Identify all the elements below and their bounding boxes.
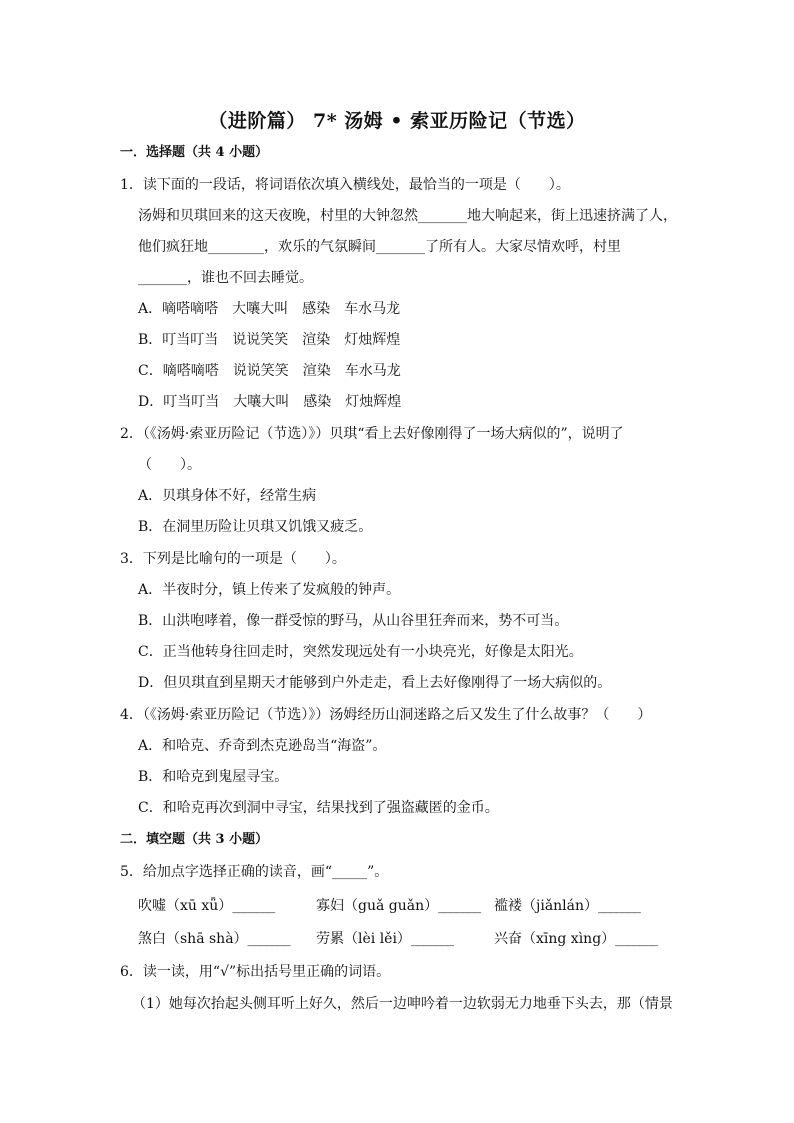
answer-blank[interactable]: _______ xyxy=(598,898,641,914)
question-3-stem: 3．下列是比喻句的一项是（ ）。 xyxy=(120,551,346,567)
question-1-stem: 1．读下面的一段话，将词语依次填入横线处，最恰当的一项是（ ）。 xyxy=(120,177,570,193)
question-2-stem: 2．（《汤姆·索亚历险记（节选）》）贝琪“看上去好像刚得了一场大病似的”，说明了 xyxy=(120,426,624,442)
pinyin-item xyxy=(138,896,274,916)
question-5-stem: 5．给加点字选择正确的读音，画“_____”。 xyxy=(120,864,389,880)
pinyin-word: 煞白（shā shà） xyxy=(138,931,248,947)
question-2-stem-cont: （ ）。 xyxy=(138,457,201,473)
question-2-option-b: B．在洞里历险让贝琪又饥饿又疲乏。 xyxy=(138,519,373,535)
question-1-passage-line-2: 他们疯狂地________，欢乐的气氛瞬间_______了所有人。大家尽情欢呼，村里 xyxy=(138,239,621,255)
question-3-option-d: D．但贝琪直到星期天才能够到户外走走，看上去好像刚得了一场大病似的。 xyxy=(138,675,612,691)
section-heading-fill: 二．填空题（共 3 小题） xyxy=(120,832,269,847)
pinyin-item xyxy=(316,929,453,949)
answer-blank[interactable]: _______ xyxy=(615,931,658,947)
answer-blank[interactable]: _______ xyxy=(232,898,275,914)
answer-blank[interactable]: _______ xyxy=(438,898,481,914)
question-2-option-a: A．贝琪身体不好，经常生病 xyxy=(138,488,317,504)
question-1-passage-line-1: 汤姆和贝琪回来的这天夜晚，村里的大钟忽然_______地大响起来，街上迅速挤满了人， xyxy=(138,208,677,224)
answer-blank[interactable]: _______ xyxy=(247,931,290,947)
question-3-option-c: C．正当他转身往回走时，突然发现远处有一小块亮光，好像是太阳光。 xyxy=(138,644,583,660)
section-heading-choice: 一．选择题（共 4 小题） xyxy=(120,145,269,160)
question-6-stem: 6．读一读，用“√”标出括号里正确的词语。 xyxy=(120,964,391,980)
question-1-option-c: C．嘀嗒嘀嗒 说说笑笑 渲染 车水马龙 xyxy=(138,363,401,379)
pinyin-word: 吹嘘（xū xǖ） xyxy=(138,898,233,914)
pinyin-word: 褴褛（jiǎnlán） xyxy=(494,898,599,914)
pinyin-item xyxy=(494,896,640,916)
pinyin-item xyxy=(138,929,290,949)
question-1-option-d: D．叮当叮当 大嚷大叫 感染 灯烛辉煌 xyxy=(138,394,402,410)
question-4-stem: 4．（《汤姆·索亚历险记（节选）》）汤姆经历山洞迷路之后又发生了什么故事？（ ） xyxy=(120,707,652,723)
question-3-option-a: A．半夜时分，镇上传来了发疯般的钟声。 xyxy=(138,582,401,598)
document-title: （进阶篇） 7* 汤姆 • 索亚历险记（节选） xyxy=(208,110,586,132)
pinyin-item xyxy=(494,929,657,949)
pinyin-word: 劳累（lèi lěi） xyxy=(316,931,411,947)
question-1-option-b: B．叮当叮当 说说笑笑 渲染 灯烛辉煌 xyxy=(138,332,401,348)
question-3-option-b: B．山洪咆哮着，像一群受惊的野马，从山谷里狂奔而来，势不可当。 xyxy=(138,613,569,629)
question-1-option-a: A．嘀嗒嘀嗒 大嚷大叫 感染 车水马龙 xyxy=(138,301,401,317)
question-4-option-b: B．和哈克到鬼屋寻宝。 xyxy=(138,769,289,785)
answer-blank[interactable]: _______ xyxy=(410,931,453,947)
question-4-option-a: A．和哈克、乔奇到杰克逊岛当“海盗”。 xyxy=(138,738,387,754)
question-1-passage-line-3: _______，谁也不回去睡觉。 xyxy=(138,270,313,286)
pinyin-item xyxy=(316,896,480,916)
question-6-item-1: （1）她每次抬起头侧耳听上好久，然后一边呻吟着一边软弱无力地垂下头去，那（情景 xyxy=(132,996,673,1012)
pinyin-word: 寡妇（guǎ guǎn） xyxy=(316,898,439,914)
question-4-option-c: C．和哈克再次到洞中寻宝，结果找到了强盗藏匿的金币。 xyxy=(138,800,499,816)
pinyin-word: 兴奋（xīng xìng） xyxy=(494,931,616,947)
